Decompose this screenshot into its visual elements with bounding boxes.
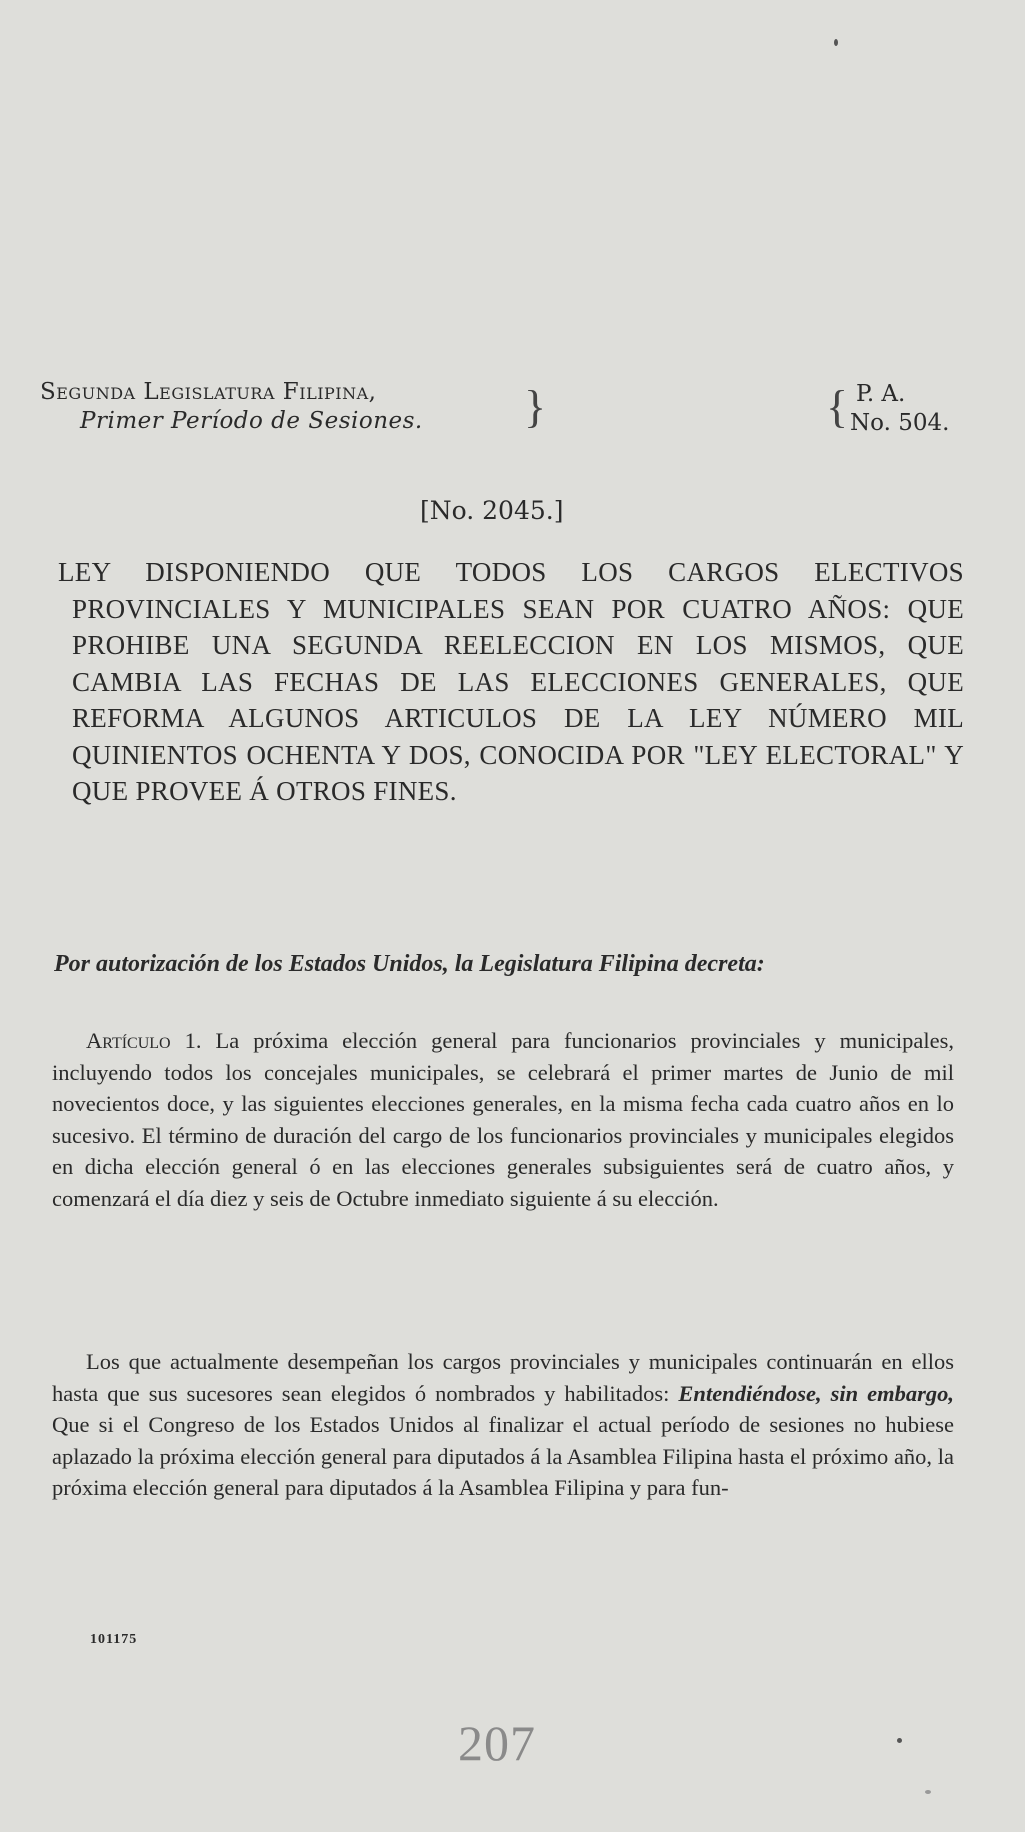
legislature-name: Segunda Legislatura Filipina,	[40, 379, 377, 405]
page-number: 207	[458, 1715, 536, 1771]
paragraph-text-before: Los que actualmente desempeñan los cargos provinciales y municipales continuarán en ellos hasta que sus sucesores sean elegidos ó nombrados y habilitados:	[52, 1349, 954, 1406]
pa-label: P. A.	[856, 381, 906, 407]
article-label: Artículo 1.	[86, 1028, 202, 1053]
pa-number: No. 504.	[850, 410, 950, 436]
article-text: La próxima elección general para funcionarios provinciales y municipales, incluyendo todos los concejales municipales, se celebrará el primer martes de Junio de mil novecientos doce, y las siguientes elecciones generales, en la misma fecha cada cuatro años en lo sucesivo. El término de duración del cargo de los funcionarios provinciales y municipales elegidos en dicha elección general ó en las elecciones generales subsiguientes será de cuatro años, y comenzará el día diez y seis de Octubre inmediato siguiente á su elección.	[52, 1028, 955, 1211]
legislature-header	[40, 378, 540, 436]
proviso-text: Entendiéndose, sin embargo,	[678, 1380, 955, 1406]
left-brace-icon: }	[524, 381, 547, 432]
enacting-clause: Por autorización de los Estados Unidos, la Legislatura Filipina decreta:	[54, 951, 765, 977]
article-1	[52, 1025, 954, 1215]
bill-number: [No. 2045.]	[420, 496, 564, 525]
act-title: LEY DISPONIENDO QUE TODOS LOS CARGOS ELECTIVOS PROVINCIALES Y MUNICIPALES SEAN POR CUATRO AÑOS: QUE PROHIBE UNA SEGUNDA REELECCION EN LOS MISMOS, QUE CAMBIA LAS FECHAS DE LAS ELECCIONES GENERALES, QUE REFORMA ALGUNOS ARTICULOS DE LA LEY NÚMERO MIL QUINIENTOS OCHENTA Y DOS, CONOCIDA POR "LEY ELECTORAL" Y QUE PROVEE Á OTROS FINES.	[58, 557, 964, 806]
ink-speck	[834, 39, 838, 46]
paragraph-text-after: Que si el Congreso de los Estados Unidos al finalizar el actual período de sesiones no hubiese aplazado la próxima elección general para diputados á la Asamblea Filipina hasta el próximo año, la próxima elección general para diputados á la Asamblea Filipina y para fun-	[52, 1412, 954, 1501]
ink-speck	[897, 1738, 902, 1743]
print-code: 101175	[90, 1632, 138, 1647]
right-brace-icon: {	[826, 381, 849, 432]
session-name: Primer Período de Sesiones.	[80, 408, 423, 434]
ink-speck	[925, 1790, 931, 1794]
pa-header	[850, 380, 949, 438]
paragraph-2	[52, 1346, 954, 1504]
